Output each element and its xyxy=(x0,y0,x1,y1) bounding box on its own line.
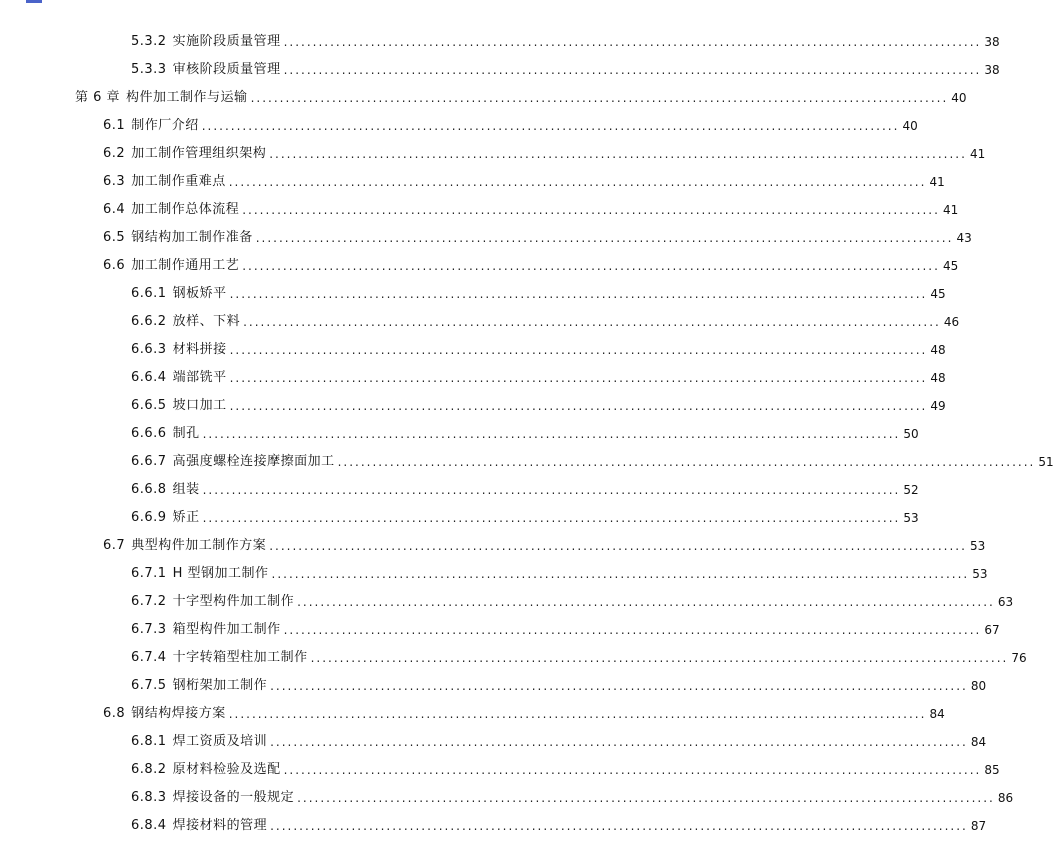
toc-entry-page: 41 xyxy=(929,175,945,189)
toc-entry-page: 45 xyxy=(930,287,946,301)
dot-leader: ........................................................................................................................ xyxy=(201,119,900,133)
toc-entry[interactable] xyxy=(0,812,987,840)
toc-entry[interactable] xyxy=(0,476,919,504)
toc-entry-number: 6.5 xyxy=(103,230,126,245)
toc-entry-number: 6.6.5 xyxy=(131,398,167,413)
toc-entry-title: 十字型构件加工制作 xyxy=(172,594,295,609)
dot-leader: ........................................................................................................................ xyxy=(229,287,928,301)
toc-entry-page: 50 xyxy=(903,427,919,441)
toc-entry-number: 6.6.8 xyxy=(131,482,167,497)
toc-entry-chapter[interactable] xyxy=(0,84,967,112)
toc-entry-page: 53 xyxy=(969,539,986,553)
toc-entry[interactable] xyxy=(0,336,946,364)
dot-leader: ........................................................................................................................ xyxy=(250,91,949,105)
toc-entry-number: 6.8.4 xyxy=(131,818,167,833)
toc-entry-page: 48 xyxy=(930,371,946,385)
toc-entry[interactable] xyxy=(0,756,1000,784)
toc-entry-title: 钢桁架加工制作 xyxy=(172,678,268,693)
toc-entry-title: 箱型构件加工制作 xyxy=(172,622,281,637)
toc-entry-page: 51 xyxy=(1038,455,1054,469)
toc-entry-number: 6.7.3 xyxy=(131,622,167,637)
toc-entry-number: 6.7 xyxy=(103,538,126,553)
toc-entry-number: 6.6.9 xyxy=(131,510,167,525)
toc-entry-page: 53 xyxy=(903,511,919,525)
toc-entry-title: 焊接设备的一般规定 xyxy=(172,790,295,805)
toc-entry-number: 5.3.3 xyxy=(131,62,167,77)
toc-entry-page: 52 xyxy=(903,483,919,497)
dot-leader: ........................................................................................................................ xyxy=(283,63,982,77)
toc-entry-title: 原材料检验及选配 xyxy=(172,762,281,777)
dot-leader: ........................................................................................................................ xyxy=(271,567,970,581)
toc-entry[interactable] xyxy=(0,364,946,392)
toc-entry-number: 5.3.2 xyxy=(131,34,167,49)
dot-leader: ........................................................................................................................ xyxy=(310,651,1009,665)
toc-entry-page: 46 xyxy=(943,315,960,329)
toc-entry-title: 焊工资质及培训 xyxy=(172,734,268,749)
toc-entry-title: 坡口加工 xyxy=(172,398,227,413)
dot-leader: ........................................................................................................................ xyxy=(243,315,941,329)
toc-entry-number: 6.6.2 xyxy=(131,314,167,329)
toc-entry-page: 87 xyxy=(970,819,987,833)
dot-leader: ........................................................................................................................ xyxy=(297,595,995,609)
toc-entry-title: 制孔 xyxy=(172,426,200,441)
toc-entry-number: 6.8 xyxy=(103,706,126,721)
toc-entry-number: 6.6.1 xyxy=(131,286,167,301)
dot-leader: ........................................................................................................................ xyxy=(269,539,967,553)
toc-entry-title: 审核阶段质量管理 xyxy=(172,62,281,77)
toc-entry-number: 6.8.1 xyxy=(131,734,167,749)
toc-entry-title: 材料拼接 xyxy=(172,342,227,357)
toc-entry-title: 高强度螺栓连接摩擦面加工 xyxy=(172,454,335,469)
toc-entry-page: 67 xyxy=(984,623,1000,637)
toc-entry[interactable] xyxy=(0,140,986,168)
toc-entry-number: 6.7.1 xyxy=(131,566,167,581)
dot-leader: ........................................................................................................................ xyxy=(202,483,901,497)
dot-leader: ........................................................................................................................ xyxy=(297,791,995,805)
toc-entry-title: 钢板矫平 xyxy=(172,286,227,301)
dot-leader: ........................................................................................................................ xyxy=(228,707,927,721)
toc-entry-number: 第 6 章 xyxy=(75,90,121,105)
toc-entry-page: 38 xyxy=(984,63,1000,77)
toc-entry[interactable] xyxy=(0,308,960,336)
toc-entry-page: 84 xyxy=(970,735,987,749)
toc-entry-page: 53 xyxy=(972,567,988,581)
dot-leader: ........................................................................................................................ xyxy=(283,623,982,637)
toc-entry[interactable] xyxy=(0,588,1014,616)
dot-leader: ........................................................................................................................ xyxy=(283,35,982,49)
toc-entry-number: 6.6.6 xyxy=(131,426,167,441)
toc-entry[interactable] xyxy=(0,196,959,224)
toc-entry-title: 钢结构焊接方案 xyxy=(131,706,226,721)
toc-entry-number: 6.6.4 xyxy=(131,370,167,385)
toc-entry-page: 40 xyxy=(951,91,967,105)
toc-entry[interactable] xyxy=(0,728,987,756)
toc-entry[interactable] xyxy=(0,784,1014,812)
toc-entry[interactable] xyxy=(0,672,987,700)
toc-entry-number: 6.6.3 xyxy=(131,342,167,357)
dot-leader: ........................................................................................................................ xyxy=(242,203,940,217)
toc-entry-page: 86 xyxy=(997,791,1014,805)
toc-entry-page: 49 xyxy=(930,399,946,413)
toc-entry-page: 76 xyxy=(1011,651,1027,665)
toc-entry-page: 85 xyxy=(984,763,1000,777)
toc-entry-page: 41 xyxy=(942,203,959,217)
toc-entry-title: 加工制作管理组织架构 xyxy=(131,146,267,161)
toc-entry[interactable] xyxy=(0,420,919,448)
dot-leader: ........................................................................................................................ xyxy=(255,231,954,245)
toc-entry[interactable] xyxy=(0,112,918,140)
toc-entry-title: 实施阶段质量管理 xyxy=(172,34,281,49)
dot-leader: ........................................................................................................................ xyxy=(242,259,940,273)
dot-leader: ........................................................................................................................ xyxy=(229,371,928,385)
toc-entry[interactable] xyxy=(0,280,946,308)
toc-entry-number: 6.8.3 xyxy=(131,790,167,805)
toc-entry[interactable] xyxy=(0,392,946,420)
toc-entry-title: 加工制作重难点 xyxy=(131,174,226,189)
toc-entry-title: 端部铣平 xyxy=(172,370,227,385)
toc-entry[interactable] xyxy=(0,616,1000,644)
toc-entry-title: 组装 xyxy=(172,482,200,497)
toc-entry-page: 48 xyxy=(930,343,946,357)
dot-leader: ........................................................................................................................ xyxy=(228,175,927,189)
dot-leader: ........................................................................................................................ xyxy=(202,427,901,441)
corner-mark xyxy=(26,0,42,3)
dot-leader: ........................................................................................................................ xyxy=(202,511,901,525)
toc-entry-page: 45 xyxy=(942,259,959,273)
toc-entry-number: 6.7.4 xyxy=(131,650,167,665)
dot-leader: ........................................................................................................................ xyxy=(337,455,1036,469)
toc-entry-number: 6.6 xyxy=(103,258,126,273)
toc-entry-number: 6.6.7 xyxy=(131,454,167,469)
toc-entry-title: 矫正 xyxy=(172,510,200,525)
toc-entry-page: 80 xyxy=(970,679,987,693)
toc-entry-title: H 型钢加工制作 xyxy=(172,566,269,581)
toc-entry-title: 构件加工制作与运输 xyxy=(126,90,248,105)
toc-entry-title: 加工制作通用工艺 xyxy=(131,258,240,273)
toc-entry[interactable] xyxy=(0,448,1054,476)
dot-leader: ........................................................................................................................ xyxy=(283,763,982,777)
toc-entry-title: 制作厂介绍 xyxy=(131,118,199,133)
toc-entry[interactable] xyxy=(0,560,988,588)
toc-entry-page: 84 xyxy=(929,707,945,721)
toc-entry-number: 6.1 xyxy=(103,118,126,133)
dot-leader: ........................................................................................................................ xyxy=(269,147,967,161)
dot-leader: ........................................................................................................................ xyxy=(270,819,968,833)
toc-entry-number: 6.7.5 xyxy=(131,678,167,693)
toc-entry-page: 41 xyxy=(969,147,986,161)
toc-entry-number: 6.2 xyxy=(103,146,126,161)
toc-entry[interactable] xyxy=(0,644,1027,672)
toc-entry[interactable] xyxy=(0,252,959,280)
toc-entry-page: 43 xyxy=(956,231,972,245)
toc-entry-number: 6.8.2 xyxy=(131,762,167,777)
toc-entry-number: 6.3 xyxy=(103,174,126,189)
dot-leader: ........................................................................................................................ xyxy=(270,735,968,749)
toc-entry-page: 63 xyxy=(997,595,1014,609)
toc-entry-title: 加工制作总体流程 xyxy=(131,202,240,217)
toc-entry[interactable] xyxy=(0,700,945,728)
dot-leader: ........................................................................................................................ xyxy=(270,679,968,693)
toc-entry[interactable] xyxy=(0,504,919,532)
toc-entry-page: 38 xyxy=(984,35,1000,49)
toc-entry[interactable] xyxy=(0,168,945,196)
table-of-contents xyxy=(0,28,1054,840)
toc-entry-number: 6.4 xyxy=(103,202,126,217)
toc-entry-title: 十字转箱型柱加工制作 xyxy=(172,650,308,665)
toc-entry-title: 钢结构加工制作准备 xyxy=(131,230,253,245)
toc-entry-title: 典型构件加工制作方案 xyxy=(131,538,267,553)
dot-leader: ........................................................................................................................ xyxy=(229,343,928,357)
toc-entry[interactable] xyxy=(0,532,986,560)
toc-entry[interactable] xyxy=(0,28,1000,56)
toc-entry-page: 40 xyxy=(902,119,918,133)
toc-entry[interactable] xyxy=(0,224,972,252)
toc-entry-number: 6.7.2 xyxy=(131,594,167,609)
toc-entry-title: 焊接材料的管理 xyxy=(172,818,268,833)
dot-leader: ........................................................................................................................ xyxy=(229,399,928,413)
toc-entry-title: 放样、下料 xyxy=(172,314,241,329)
toc-entry[interactable] xyxy=(0,56,1000,84)
